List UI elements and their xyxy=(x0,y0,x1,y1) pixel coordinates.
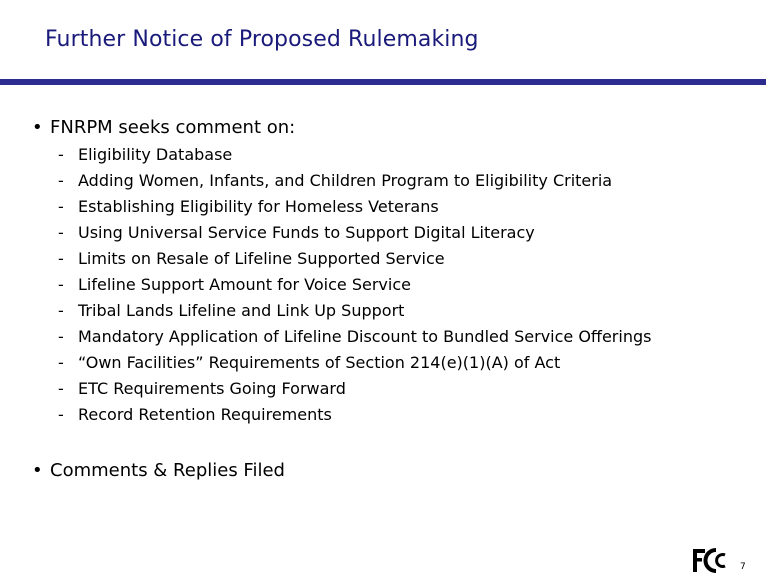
bullet-text: FNRPM seeks comment on: xyxy=(50,117,296,138)
bullet-text: Comments & Replies Filed xyxy=(50,460,285,481)
bullet-marker: • xyxy=(32,460,43,481)
list-item: - Establishing Eligibility for Homeless Veterans xyxy=(58,197,439,216)
list-item: - Tribal Lands Lifeline and Link Up Support xyxy=(58,301,405,320)
list-item: - Lifeline Support Amount for Voice Service xyxy=(58,275,411,294)
list-item: - “Own Facilities” Requirements of Section 214(e)(1)(A) of Act xyxy=(58,353,561,372)
title-divider xyxy=(0,79,766,85)
slide-title: Further Notice of Proposed Rulemaking xyxy=(45,27,479,52)
fcc-logo xyxy=(692,547,732,574)
page-number: 7 xyxy=(740,562,746,572)
list-item: - Record Retention Requirements xyxy=(58,405,332,424)
bullet-comments xyxy=(32,460,285,481)
list-item: - Eligibility Database xyxy=(58,145,233,164)
list-item: - Adding Women, Infants, and Children Program to Eligibility Criteria xyxy=(58,171,613,190)
list-item: - Using Universal Service Funds to Support Digital Literacy xyxy=(58,223,535,242)
bullet-fnrpm xyxy=(32,117,295,138)
list-item: - ETC Requirements Going Forward xyxy=(58,379,346,398)
bullet-marker: • xyxy=(32,117,43,138)
comment-topics-list xyxy=(58,144,651,430)
list-item: - Mandatory Application of Lifeline Discount to Bundled Service Offerings xyxy=(58,327,652,346)
list-item: - Limits on Resale of Lifeline Supported Service xyxy=(58,249,445,268)
